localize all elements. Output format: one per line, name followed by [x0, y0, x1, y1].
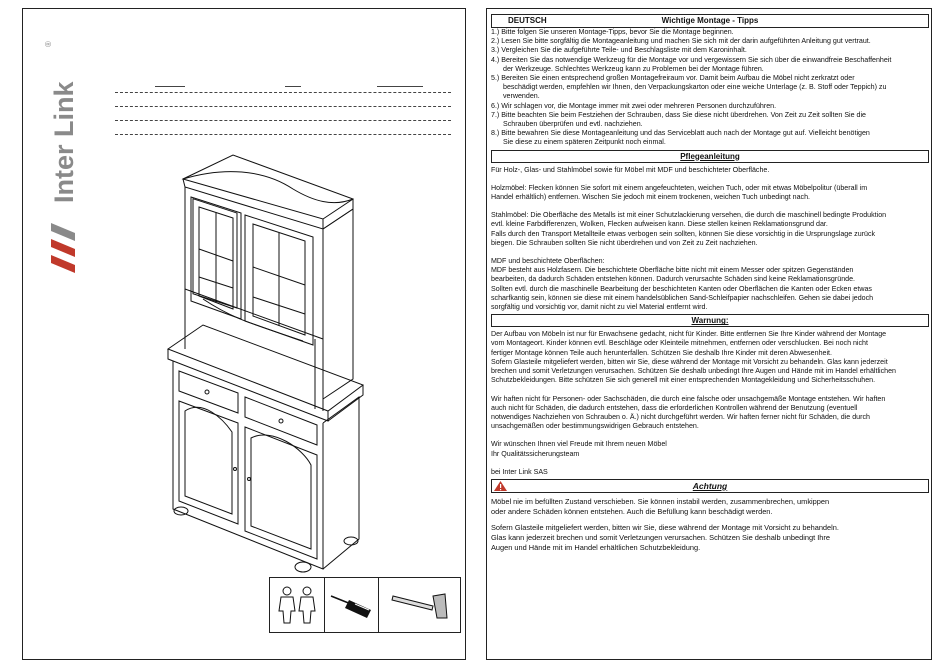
- achtung-text: [491, 497, 929, 553]
- tip-line: 2.) Lesen Sie bitte sorgfältig die Montageanleitung und machen Sie sich mit der darin aufgeführten Anleitung gut vertraut.: [491, 37, 871, 46]
- document-header: [491, 14, 929, 28]
- left-panel: [22, 8, 466, 660]
- company-name: bei Inter Link SAS: [491, 467, 548, 476]
- cabinet-illustration: [163, 149, 373, 579]
- form-lines: [115, 79, 451, 135]
- tip-line: 7.) Bitte beachten Sie beim Festziehen der Schrauben, dass Sie diese nicht überdrehen. Von Zeit zu Zeit sollten Sie die: [491, 110, 867, 119]
- tips-list: [491, 28, 929, 148]
- tip-line: Schrauben überprüfen und evtl. nachziehen.: [503, 120, 643, 129]
- wood-line: Handel erhältlich) entfernen. Wischen Sie jedoch mit einem trockenen, weichen Tuch unbedingt nach.: [491, 193, 811, 202]
- document-title: Wichtige Montage - Tipps: [661, 16, 759, 25]
- steel-line: Stahlmöbel: Die Oberfläche des Metalls ist mit einer Schutzlackierung versehen, die durch die maschinell bedingte Produktion: [491, 211, 887, 220]
- language-label: DEUTSCH: [508, 16, 547, 25]
- closing-line: Wir wünschen Ihnen viel Freude mit Ihrem neuen Möbel: [491, 440, 667, 449]
- tip-line: 5.) Bereiten Sie einen entsprechend großen Montagefreiraum vor. Damit beim Aufbau die Möbel nicht zerkratzt oder: [491, 74, 855, 83]
- steel-line: biegen. Die Schrauben sollten Sie nicht überdrehen und von Zeit zu Zeit nachziehen.: [491, 238, 758, 247]
- liability-line: notwendiges Nachziehen von Schrauben o. Ä.) nicht durchgeführt werden. Wir haften ferner nicht für Schäden, die durch: [491, 412, 870, 421]
- warning-line: vom Montageort. Kinder können evtl. Beschläge oder Kleinteile mitnehmen, entfernen oder verschlucken. Bei noch nicht: [491, 339, 868, 348]
- mdf-line: Sollten evtl. durch die maschinelle Bearbeitung der beschichteten Kanten oder Oberflächen die Kanten oder Ecken etwas: [491, 284, 872, 293]
- liability-line: auch nicht für Schäden, die dadurch entstehen, dass die erforderlichen Kontrollen während der Benutzung (eventuell: [491, 403, 858, 412]
- care-heading: Pflegeanleitung: [491, 150, 929, 163]
- steel-line: evtl. kleine Farbdifferenzen, Wolken, Flecken aufweisen kann. Diese stellen keinen Reklamationsgrund dar.: [491, 220, 828, 229]
- liability-line: Wir haften nicht für Personen- oder Sachschäden, die durch eine falsche oder unsachgemäße Montage entstehen. Wir haften: [491, 394, 886, 403]
- hammer-icon: [379, 578, 460, 632]
- mdf-line: sorgfältig und vorsichtig vor, damit nicht zu viel Material entfernt wird.: [491, 303, 708, 312]
- brand-logo: [44, 33, 83, 273]
- wood-line: Holzmöbel: Flecken können Sie sofort mit einem angefeuchteten, weichen Tuch, oder mit etwas Möbelpolitur (überall im: [491, 183, 868, 192]
- tip-line: beschädigt werden, empfehlen wir Ihnen, den Verpackungskarton oder eine weiche Unterlage (z. B. Stoff oder Teppich) zu: [503, 83, 887, 92]
- achtung-title: Achtung: [692, 480, 728, 491]
- tip-line: Sie diese zu einem späteren Zeitpunkt noch einmal.: [503, 138, 666, 147]
- brand-mark-icon: [51, 223, 75, 273]
- warning-line: fertiger Montage können Teile auch herunterfallen. Schützen Sie deshalb Ihre Kinder mit deren Abwesenheit.: [491, 348, 832, 357]
- brand-name: Inter Link: [49, 81, 79, 203]
- mdf-line: MDF und beschichtete Oberflächen:: [491, 257, 605, 266]
- warning-line: Sofern Glasteile mitgeliefert werden, bitten wir Sie, diese während der Montage mit Vorsicht zu behandeln. Glas kann jederzeit: [491, 357, 888, 366]
- screwdriver-icon: [325, 578, 380, 632]
- tip-line: 3.) Vergleichen Sie die aufgeführte Teile- und Beschlagsliste mit dem Karoninhalt.: [491, 46, 747, 55]
- achtung-line: oder andere Schäden können entstehen. Auch die Befüllung kann beschädigt werden.: [491, 506, 773, 516]
- mdf-line: bearbeiten, da dadurch Schäden entstehen können. Dadurch verursachte Schäden sind keine Reklamationsgründe.: [491, 275, 855, 284]
- mdf-line: scharfkantig sein, können sie diese mit einem handelsüblichen Sand-Schleifpapier nachschleifen. Gehen sie dabei jedoch: [491, 293, 874, 302]
- tip-line: 8.) Bitte bewahren Sie diese Montageanleitung und das Serviceblatt auch nach der Montage gut auf. Vielleicht benötigen: [491, 129, 870, 138]
- tools-box: [269, 577, 461, 633]
- liability-line: unsachgemäßen oder bestimmungswidrigen Gebrauch entstehen.: [491, 422, 699, 431]
- achtung-line: Augen und Hände mit im Handel erhältlichen Schutzbekleidung.: [491, 542, 701, 552]
- mdf-line: MDF besteht aus Holzfasern. Die beschichtete Oberfläche bitte nicht mit einem Messer oder spitzen Gegenständen: [491, 266, 854, 275]
- warning-line: Der Aufbau von Möbeln ist nur für Erwachsene gedacht, nicht für Kinder. Bitte entfernen Sie Ihre Kinder während der Montage: [491, 330, 887, 339]
- tip-line: der Werkzeuge. Schlechtes Werkzeug kann zu Problemen bei der Montage führen.: [503, 64, 764, 73]
- achtung-line: Möbel nie im befüllten Zustand verschieben. Sie können instabil werden, zusammenbrechen, umkippen: [491, 496, 830, 506]
- tip-line: 1.) Bitte folgen Sie unseren Montage-Tipps, bevor Sie die Montage beginnen.: [491, 28, 734, 36]
- achtung-line: Glas kann jederzeit brechen und somit Verletzungen verursachen. Schützen Sie deshalb unbedingt Ihre: [491, 532, 830, 542]
- achtung-header: [491, 479, 929, 493]
- warning-heading: Warnung:: [491, 314, 929, 327]
- registered-mark: ®: [44, 41, 53, 47]
- right-panel: [486, 8, 932, 660]
- two-persons-icon: [270, 578, 325, 632]
- steel-line: Falls durch den Transport Metallteile etwas verbogen sein sollten, können Sie diese vorsichtig in die Ursprungslage zurück: [491, 229, 876, 238]
- document-body: [491, 14, 929, 553]
- tip-line: 6.) Wir schlagen vor, die Montage immer mit zwei oder mehreren Personen durchzuführen.: [491, 101, 777, 110]
- care-intro: Für Holz-, Glas- und Stahlmöbel sowie für Möbel mit MDF und beschichteter Oberfläche.: [491, 165, 770, 174]
- warning-line: brechen und somit Verletzungen verursachen. Schützen Sie deshalb unbedingt Ihre Augen und Hände mit im Handel erhältlichen: [491, 367, 896, 376]
- warning-line: Schutzbekleidungen. Bitte schützen Sie sich generell mit einer entsprechenden Montagekleidung und Sicherheitsschuhen.: [491, 376, 876, 385]
- tip-line: 4.) Bereiten Sie das notwendige Werkzeug für die Montage vor und vergewissern Sie sich über die einwandfreie Beschaffenheit: [491, 55, 892, 64]
- closing-line: Ihr Qualitätssicherungsteam: [491, 449, 580, 458]
- tip-line: verwenden.: [503, 92, 540, 101]
- achtung-line: Sofern Glasteile mitgeliefert werden, bitten wir Sie, diese während der Montage mit Vorsicht zu behandeln.: [491, 522, 839, 532]
